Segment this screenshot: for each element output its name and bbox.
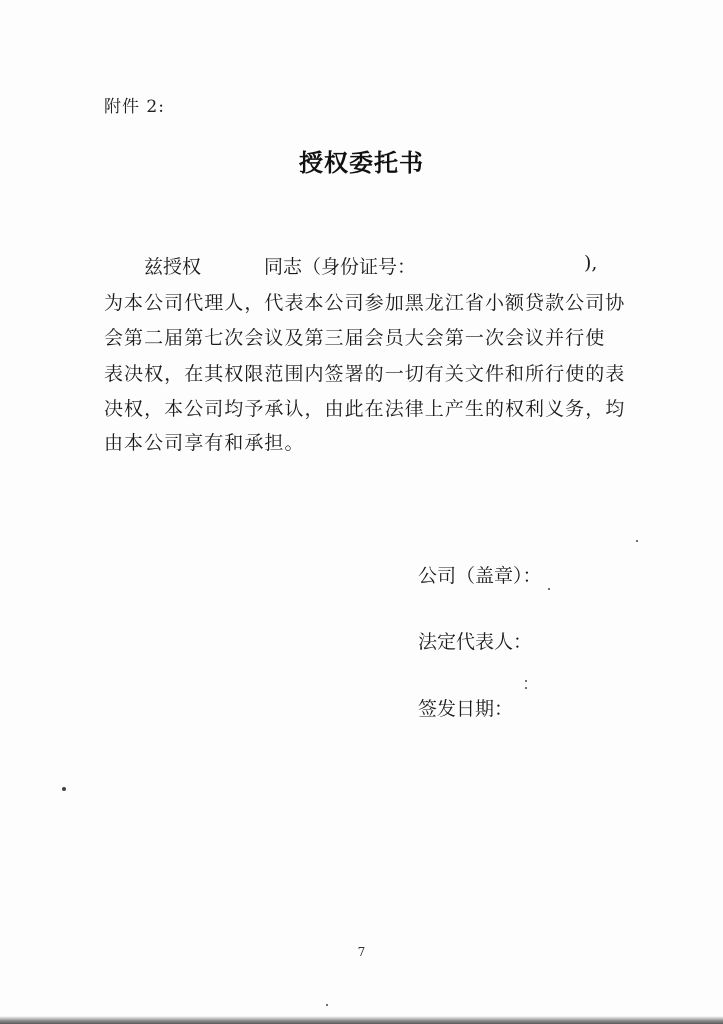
signature-company: 公司（盖章）： [418,565,542,587]
signature-legal-rep: 法定代表人： [418,631,533,653]
body-line-2: 为本公司代理人，代表本公司参加黑龙江省小额贷款公司协 [104,292,626,314]
document-title: 授权委托书 [299,148,424,177]
scan-bottom-edge [0,1016,723,1024]
scan-speck [636,540,638,542]
scan-speck [548,588,550,590]
signature-issue-date: 签发日期： [418,698,514,720]
attachment-label: 附件 2: [104,97,165,117]
scan-speck [326,1004,328,1006]
body-line-3: 会第二届第七次会议及第三届会员大会第一次会议并行使 [104,327,606,349]
page-number: 7 [357,945,366,959]
scan-speck [62,787,66,791]
body-line-4: 表决权，在其权限范围内签署的一切有关文件和所行使的表 [104,363,626,385]
comrade-id-text: 同志（身份证号： [264,256,417,278]
grant-text: 兹授权 [144,256,202,278]
body-line-5: 决权，本公司均予承认，由此在法律上产生的权利义务，均 [104,398,626,420]
scan-speck [525,687,527,689]
body-line-6: 由本公司享有和承担。 [104,432,305,454]
closing-paren: ), [584,252,598,274]
scan-speck [525,680,527,682]
